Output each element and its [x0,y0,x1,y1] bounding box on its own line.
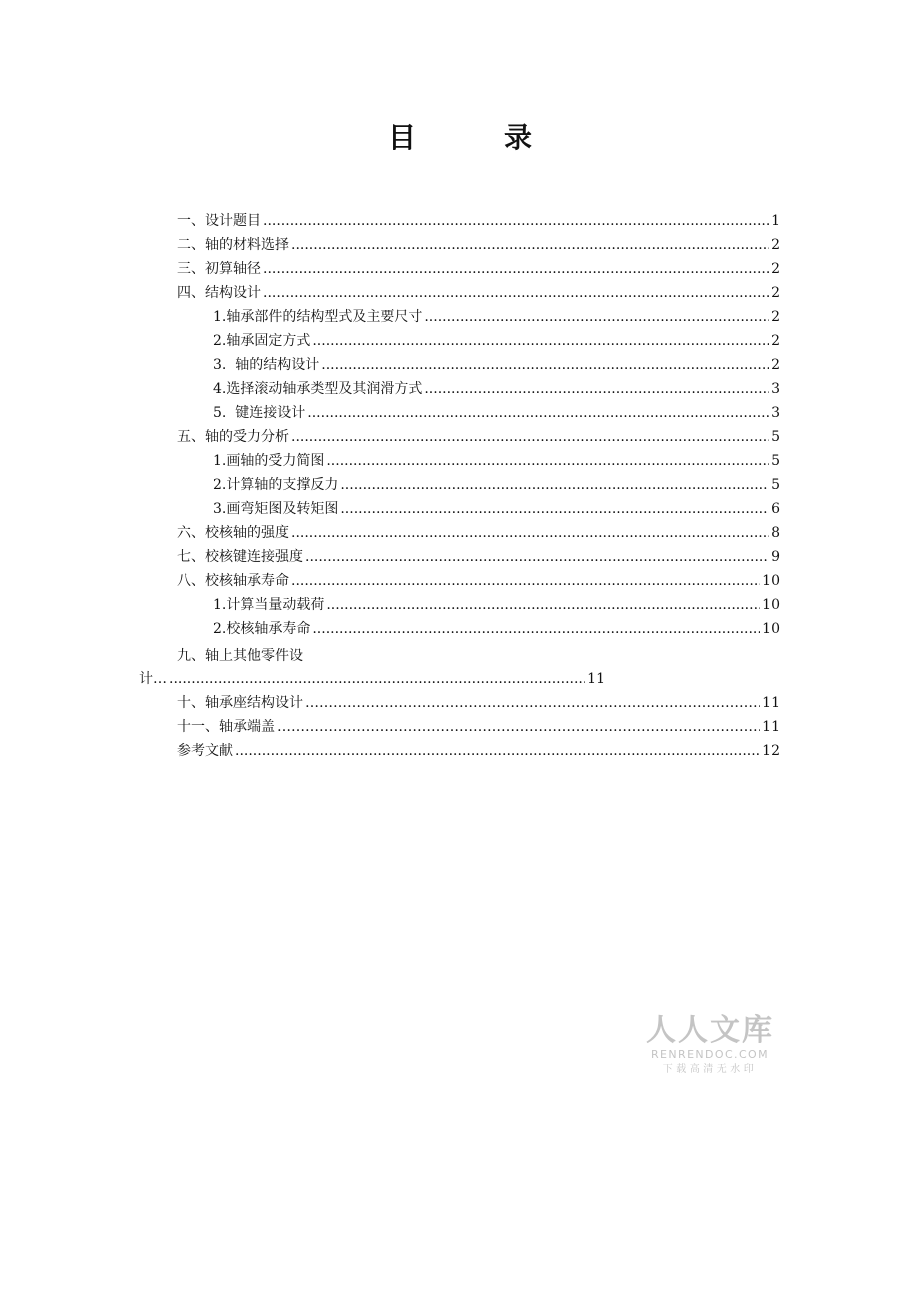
toc-entry-label: 二、轴的材料选择 [177,237,289,253]
leader-dots [312,618,760,640]
toc-entry-label: 十、轴承座结构设计 [177,695,303,711]
toc-entry-label: 2.计算轴的支撑反力 [213,477,339,493]
toc-entry[interactable] [177,426,780,448]
toc-entry-page: 11 [587,671,605,687]
toc-entry[interactable] [177,282,780,304]
toc-subentry[interactable] [213,474,780,496]
leader-dots [291,234,769,256]
watermark-site: RENRENDOC.COM [651,1048,769,1061]
toc-entry-label: 七、校核键连接强度 [177,549,303,565]
toc-entry[interactable] [177,570,780,592]
leader-dots [291,522,769,544]
toc-entry-label: 1.计算当量动载荷 [213,597,325,613]
toc-subentry[interactable] [213,594,780,616]
toc-entry-page: 5 [771,429,780,445]
leader-dots [235,740,760,762]
toc-entry-label: 2.校核轴承寿命 [213,621,311,637]
toc-entry-label: 四、结构设计 [177,285,261,301]
leader-dots [326,594,760,616]
toc-entry-label: 2.轴承固定方式 [213,333,311,349]
toc-entry-page: 3 [771,405,780,421]
toc-entry-label: 十一、轴承端盖 [177,719,275,735]
leader-dots [291,570,760,592]
toc-entry-page: 3 [771,381,780,397]
watermark-title: 人人文库 [646,1013,774,1048]
leader-dots [305,692,760,714]
leader-dots [424,378,769,400]
leader-dots [312,330,769,352]
toc-entry[interactable] [177,210,780,232]
toc-entry[interactable] [177,546,780,568]
toc-subentry[interactable] [213,402,780,424]
toc-entry-label: 4.选择滚动轴承类型及其润滑方式 [213,381,423,397]
toc-subentry[interactable] [213,306,780,328]
leader-dots [340,498,769,520]
toc-subentry[interactable] [213,450,780,472]
leader-dots [277,716,760,738]
toc-entry[interactable] [177,740,780,762]
toc-title: 目 录 [387,121,562,154]
toc-entry-label: 三、初算轴径 [177,261,261,277]
leader-dots [263,282,769,304]
toc-entry[interactable] [177,258,780,280]
toc-entry-page: 2 [771,237,780,253]
toc-entry-page: 6 [771,501,780,517]
toc-subentry[interactable] [213,498,780,520]
toc-entry-page: 9 [771,549,780,565]
toc-entry-page: 11 [762,695,780,711]
leader-dots [263,210,769,232]
toc-subentry[interactable] [213,378,780,400]
toc-entry-page: 5 [771,477,780,493]
toc-subentry[interactable] [213,330,780,352]
toc-entry-page: 1 [771,213,780,229]
toc-entry-page: 5 [771,453,780,469]
toc-entry-page: 12 [762,743,780,759]
toc-entry-label: 1.轴承部件的结构型式及主要尺寸 [213,309,423,325]
toc-entry[interactable] [177,522,780,544]
toc-entry-continuation[interactable] [139,668,605,690]
toc-entry-page: 8 [771,525,780,541]
leader-dots [263,258,769,280]
toc-entry-label: 五、轴的受力分析 [177,429,289,445]
leader-dots [305,546,769,568]
toc-entry[interactable] [177,234,780,256]
leader-dots [291,426,769,448]
toc-subentry[interactable] [213,618,780,640]
toc-entry-wrapped-label[interactable]: 九、轴上其他零件设 [177,648,303,664]
toc-entry-page: 10 [762,597,780,613]
toc-entry-label: 参考文献 [177,743,233,759]
toc-entry-label: 一、设计题目 [177,213,261,229]
watermark-subtitle: 下载高清无水印 [662,1064,758,1075]
leader-dots [321,354,769,376]
toc-entry-page: 2 [771,261,780,277]
toc-entry-label: 3. 轴的结构设计 [213,357,320,373]
toc-entry-label: 1.画轴的受力简图 [213,453,325,469]
toc-entry-label: 3.画弯矩图及转矩图 [213,501,339,517]
toc-entry-page: 2 [771,357,780,373]
toc-entry-page: 10 [762,573,780,589]
leader-dots [424,306,769,328]
leader-dots [307,402,769,424]
toc-entry-page: 2 [771,285,780,301]
toc-entry-page: 2 [771,333,780,349]
toc-entry-label: 六、校核轴的强度 [177,525,289,541]
toc-entry-page: 10 [762,621,780,637]
toc-subentry[interactable] [213,354,780,376]
toc-entry-label: 5. 键连接设计 [213,405,306,421]
watermark-logo [640,1014,780,1077]
leader-dots [340,474,769,496]
leader-dots [326,450,769,472]
toc-entry-page: 2 [771,309,780,325]
leader-dots [169,668,585,690]
toc-entry-page: 11 [762,719,780,735]
toc-entry-label: 计… [139,671,167,687]
toc-entry-label: 八、校核轴承寿命 [177,573,289,589]
toc-entry[interactable] [177,692,780,714]
toc-entry[interactable] [177,716,780,738]
